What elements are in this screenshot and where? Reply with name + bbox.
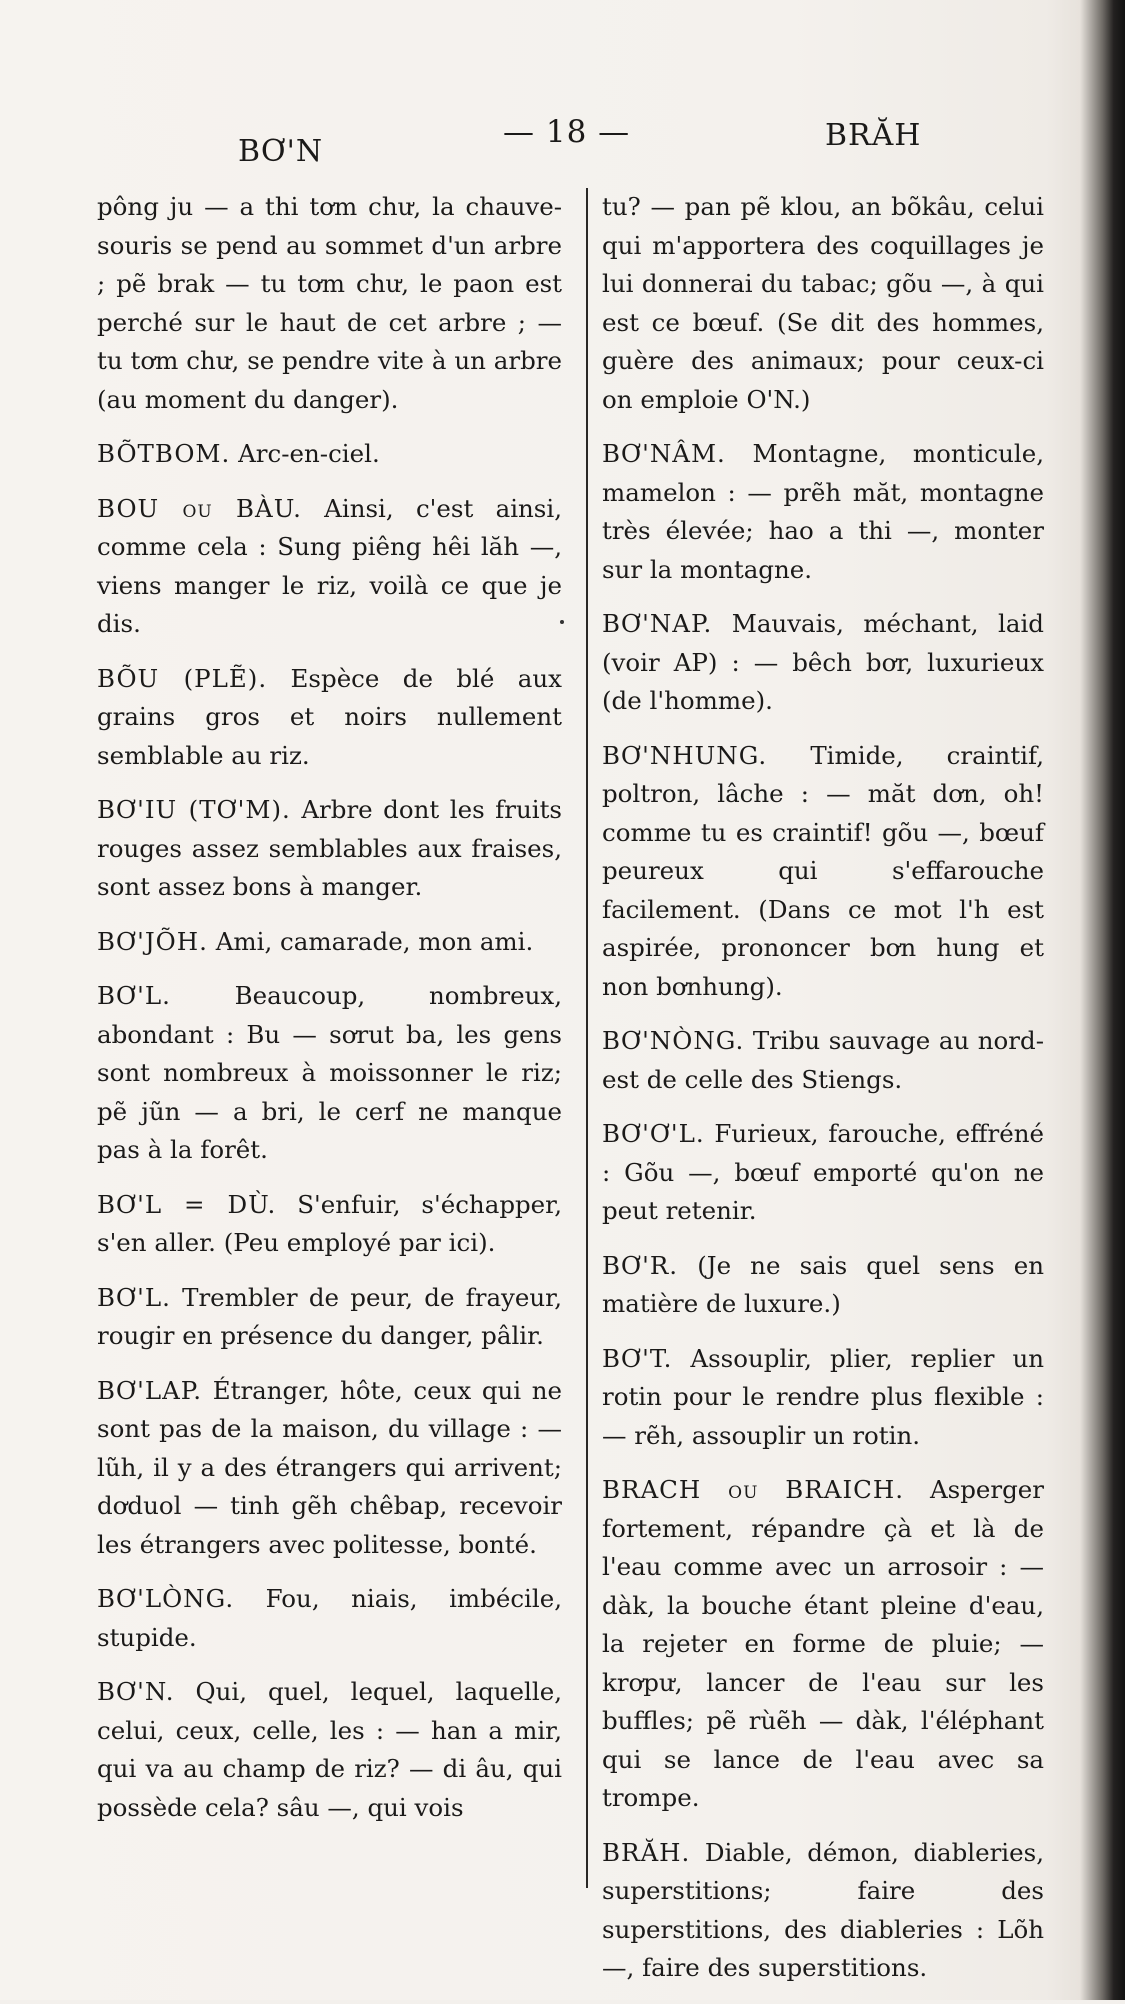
entry-headword: BƠ'R. xyxy=(602,1250,679,1280)
left-column xyxy=(97,188,562,1843)
dictionary-entry xyxy=(602,1022,1044,1099)
entry-headword: BRACH ou BRAICH. xyxy=(602,1475,905,1504)
entry-headword: BÕTBOM. xyxy=(97,439,231,468)
dictionary-entry xyxy=(602,737,1044,1007)
entry-definition: Étranger, hôte, ceux qui ne sont pas de la maison, du village : — lũh, il y a des étrangers qui arrivent; dơduol — tinh gẽh chêbap, recevoir les étrangers avec politesse, bonté. xyxy=(97,1375,562,1559)
entry-definition: Arbre dont les fruits rouges assez semblables aux fraises, sont assez bons à manger. xyxy=(97,795,562,901)
dictionary-entry xyxy=(97,490,562,644)
entry-definition: Furieux, farouche, effréné : Gõu —, bœuf emporté qu'on ne peut retenir. xyxy=(602,1119,1044,1225)
entry-definition: Ainsi, c'est ainsi, comme cela : Sung piêng hêi lăh —, viens manger le riz, voilà ce que je dis. xyxy=(97,493,563,638)
dictionary-entry xyxy=(602,1834,1044,1988)
dictionary-entry xyxy=(97,1673,562,1827)
dictionary-entry xyxy=(97,188,562,419)
ink-speck xyxy=(560,620,564,624)
entry-definition: Diable, démon, diableries, superstitions; faire des superstitions, des diableries : Lõh —, faire des superstitions. xyxy=(602,1837,1045,1982)
dictionary-entry xyxy=(97,791,562,907)
dictionary-entry xyxy=(602,605,1044,721)
entry-definition: Ami, camarade, mon ami. xyxy=(215,926,534,956)
entry-headword: BƠ'LAP. xyxy=(97,1375,203,1405)
entry-headword: BƠ'IU (TƠ'M). xyxy=(97,795,291,824)
dictionary-entry xyxy=(602,1340,1044,1456)
entry-headword: BƠ'NAP. xyxy=(602,609,713,638)
dictionary-entry xyxy=(97,977,562,1170)
dictionary-entry xyxy=(97,1279,562,1356)
entry-definition: tu? — pan pẽ klou, an bõkâu, celui qui m'apportera des coquillages je lui donnerai du tabac; gõu —, à qui est ce bœuf. (Se dit des hommes, guère des animaux; pour ceux-ci on emploie O'N.) xyxy=(602,192,1044,414)
entry-definition: S'enfuir, s'échapper, s'en aller. (Peu employé par ici). xyxy=(97,1189,562,1257)
right-column xyxy=(602,188,1044,2004)
entry-definition: Trembler de peur, de frayeur, rougir en présence du danger, pâlir. xyxy=(97,1282,562,1350)
dictionary-entry xyxy=(602,1115,1044,1231)
entry-headword: BƠ'LÒNG. xyxy=(97,1584,235,1613)
entry-headword: BƠ'NHUNG. xyxy=(602,740,768,770)
entry-definition: Arc-en-ciel. xyxy=(238,439,380,468)
dictionary-entry xyxy=(97,923,562,962)
entry-headword: BƠ'NÂM. xyxy=(602,439,726,468)
dictionary-entry xyxy=(97,1186,562,1263)
entry-definition: Timide, craintif, poltron, lâche : — măt dơn, oh! comme tu es craintif! gõu —, bœuf peureux qui s'effarouche facilement. (Dans ce mot l'h est aspirée, prononcer bơn hung et non bơnhung). xyxy=(602,740,1044,1001)
entry-headword: BƠ'JÕH. xyxy=(97,926,208,956)
entry-definition: Montagne, monticule, mamelon : — prẽh măt, montagne très élevée; hao a thi —, monter sur la montagne. xyxy=(602,439,1044,584)
header-right-headword: BRĂH xyxy=(825,118,922,153)
dictionary-entry xyxy=(97,1580,562,1657)
header-left-headword: BƠ'N xyxy=(238,134,324,169)
entry-headword: BÕU (PLẼ). xyxy=(97,663,268,693)
running-header xyxy=(0,108,1125,168)
dictionary-entry xyxy=(97,660,562,776)
entry-headword: BƠ'T. xyxy=(602,1343,673,1373)
entry-definition: pông ju — a thi tơm chư, la chauve-souris se pend au sommet d'un arbre ; pẽ brak — tu tơm chư, le paon est perché sur le haut de cet arbre ; — tu tơm chư, se pendre vite à un arbre (au moment du danger). xyxy=(97,192,562,414)
dictionary-entry xyxy=(97,435,562,474)
dictionary-entry xyxy=(602,435,1044,589)
entry-definition: Fou, niais, imbécile, stupide. xyxy=(97,1584,562,1652)
entry-headword: BƠ'Ơ'L. xyxy=(602,1119,705,1148)
dictionary-entry xyxy=(602,1247,1044,1324)
entry-definition: Qui, quel, lequel, laquelle, celui, ceux, celle, les : — han a mir, qui va au champ de riz? — di âu, qui possède cela? sâu —, qui vois xyxy=(97,1677,562,1822)
dictionary-entry xyxy=(602,188,1044,419)
entry-definition: Tribu sauvage au nord-est de celle des Stiengs. xyxy=(602,1026,1044,1094)
page-number: — 18 — xyxy=(503,114,631,150)
column-divider xyxy=(586,188,588,1888)
entry-definition: Mauvais, méchant, laid (voir AP) : — bêch bơr, luxurieux (de l'homme). xyxy=(602,609,1044,715)
entry-headword: BOU ou BÀU. xyxy=(97,493,302,523)
entry-headword: BRĂH. xyxy=(602,1837,691,1867)
entry-definition: (Je ne sais quel sens en matière de luxure.) xyxy=(602,1250,1044,1318)
entry-definition: Beaucoup, nombreux, abondant : Bu — sơrut ba, les gens sont nombreux à moissonner le riz; pẽ jũn — a bri, le cerf ne manque pas à la forêt. xyxy=(97,981,562,1164)
dictionary-entry xyxy=(602,1471,1044,1818)
entry-definition: Asperger fortement, répandre çà et là de l'eau comme avec un arrosoir : — dàk, la bouche étant pleine d'eau, la rejeter en forme de pluie; — krơpư, lancer de l'eau sur les buffles; pẽ rùẽh — dàk, l'éléphant qui se lance de l'eau avec sa trompe. xyxy=(602,1475,1044,1812)
entry-definition: Espèce de blé aux grains gros et noirs nullement semblable au riz. xyxy=(97,663,562,770)
dictionary-entry xyxy=(97,1372,562,1565)
entry-headword: BƠ'N. xyxy=(97,1677,175,1706)
entry-headword: BƠ'L. xyxy=(97,981,171,1010)
entry-definition: Assouplir, plier, replier un rotin pour le rendre plus flexible : — rẽh, assouplir un rotin. xyxy=(602,1343,1044,1450)
entry-headword: BƠ'L. xyxy=(97,1282,171,1312)
entry-headword: BƠ'NÒNG. xyxy=(602,1026,745,1055)
entry-headword: BƠ'L = DÙ. xyxy=(97,1189,277,1219)
